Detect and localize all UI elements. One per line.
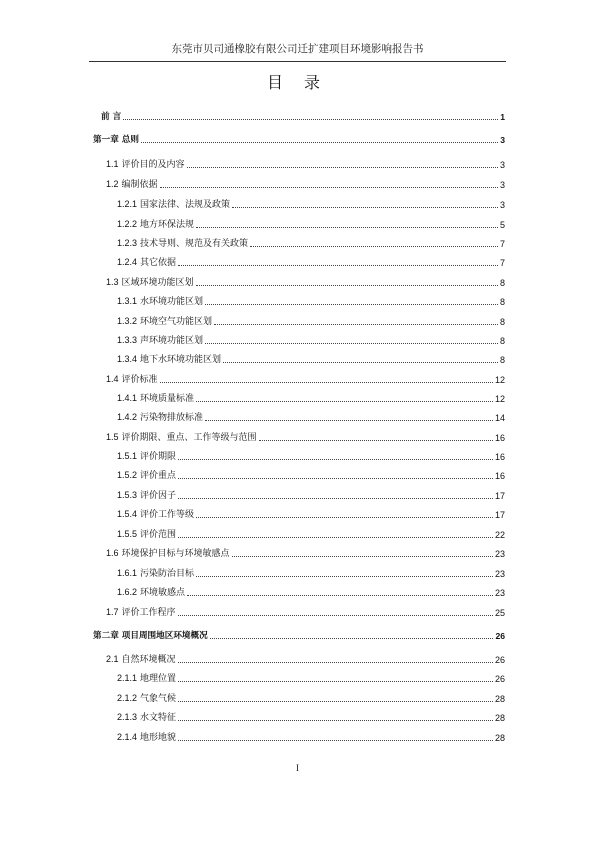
toc-entry-page: 1: [500, 112, 505, 122]
toc-dot-leader: [187, 166, 498, 168]
toc-entry-number: 1.5.4: [117, 509, 138, 519]
toc-entry-number: 1.7: [106, 607, 119, 617]
toc-entry-label: [117, 392, 194, 405]
toc-entry-number: 1.6.1: [117, 568, 138, 578]
toc-entry-title: 国家法律、法规及政策: [140, 200, 231, 210]
toc-entry-page: 25: [494, 608, 505, 618]
toc-entry-page: 12: [494, 375, 505, 385]
toc-dot-leader: [205, 303, 498, 305]
toc-entry[interactable]: [106, 430, 505, 444]
toc-dot-leader: [160, 381, 493, 383]
toc-dot-leader: [178, 497, 493, 499]
toc-entry-page: 3: [499, 180, 505, 190]
toc-entry[interactable]: [117, 710, 505, 724]
toc-entry[interactable]: [117, 730, 505, 744]
toc-entry-page: 17: [494, 491, 505, 501]
toc-entry-title: 评价标准: [121, 375, 158, 385]
toc-dot-leader: [205, 419, 493, 421]
toc-entry-title: 污染防治目标: [140, 569, 195, 579]
toc-entry-label: [117, 489, 176, 502]
toc-entry-label: [117, 450, 176, 463]
toc-entry-label: [106, 178, 158, 191]
toc-entry[interactable]: [117, 527, 505, 541]
toc-dot-leader: [196, 516, 493, 518]
toc-entry-label: [117, 353, 221, 366]
toc-entry-title: 地理位置: [140, 674, 177, 684]
toc-entry[interactable]: [117, 449, 505, 463]
toc-entry-number: 2.1.3: [117, 712, 138, 722]
page-number: I: [296, 763, 299, 773]
toc-entry-number: 1.2.3: [117, 238, 138, 248]
toc-entry-title: 地下水环境功能区划: [140, 355, 222, 365]
toc-dot-leader: [123, 118, 498, 120]
toc-entry[interactable]: [106, 372, 505, 386]
toc-entry-page: 28: [494, 733, 505, 743]
toc-entry-number: 2.1.2: [117, 693, 138, 703]
toc-entry-number: 1.1: [106, 159, 119, 169]
toc-entry-label: [117, 508, 194, 521]
toc-entry[interactable]: [117, 410, 505, 424]
toc-entry-number: 1.4.1: [117, 393, 138, 403]
toc-dot-leader: [223, 361, 498, 363]
toc-entry-number: 1.2.2: [117, 219, 138, 229]
toc-entry-title: 评价期限: [140, 452, 177, 462]
toc-entry-number: 1.2.4: [117, 257, 138, 267]
toc-entry-number: 1.5: [106, 432, 119, 442]
toc-entry-title: 环境空气功能区划: [140, 317, 213, 327]
toc-entry-page: 8: [499, 355, 505, 365]
toc-dot-leader: [178, 661, 493, 663]
toc-dot-leader: [141, 141, 498, 143]
header-rule: [89, 61, 506, 62]
toc-entry[interactable]: [117, 333, 505, 347]
toc-entry-title: 污染物排放标准: [140, 413, 204, 423]
toc-entry-page: 12: [494, 394, 505, 404]
toc-entry-title: 第一章 总则: [93, 135, 139, 145]
toc-entry-label: [117, 198, 230, 211]
toc-entry-page: 22: [494, 530, 505, 540]
toc-entry-page: 16: [494, 433, 505, 443]
toc-dot-leader: [178, 719, 493, 721]
toc-entry-number: 1.4.2: [117, 412, 138, 422]
toc-dot-leader: [178, 700, 493, 702]
toc-entry-number: 1.4: [106, 374, 119, 384]
toc-entry-title: 水文特征: [140, 713, 177, 723]
toc-entry-page: 17: [494, 510, 505, 520]
toc-entry[interactable]: [117, 352, 505, 366]
toc-dot-leader: [196, 226, 498, 228]
toc-dot-leader: [187, 594, 493, 596]
toc-entry[interactable]: [106, 652, 505, 666]
toc-entry-number: 1.5.5: [117, 529, 138, 539]
toc-entry-page: 26: [495, 631, 505, 641]
toc-entry-label: [117, 692, 176, 705]
toc-entry-label: [93, 630, 208, 642]
toc-dot-leader: [232, 206, 498, 208]
toc-entry-page: 23: [494, 549, 505, 559]
toc-entry[interactable]: [117, 566, 505, 580]
toc-entry[interactable]: [117, 255, 505, 269]
toc-entry[interactable]: [117, 488, 505, 502]
toc-entry-label: [106, 431, 257, 444]
toc-entry-label: [117, 334, 203, 347]
toc-entry-title: 评价重点: [140, 471, 177, 481]
toc-entry-label: [117, 528, 176, 541]
running-header: 东莞市贝司通橡胶有限公司迁扩建项目环境影响报告书: [171, 43, 424, 55]
toc-entry-title: 第二章 项目周围地区环境概况: [93, 631, 208, 641]
toc-entry-number: 1.3.4: [117, 354, 138, 364]
toc-entry-title: 编制依据: [121, 180, 158, 190]
toc-entry-label: [117, 672, 176, 685]
toc-dot-leader: [196, 284, 498, 286]
toc-entry[interactable]: [117, 585, 505, 599]
toc-entry-page: 8: [499, 297, 505, 307]
toc-entry-label: [106, 373, 158, 386]
toc-entry-title: 其它依据: [140, 258, 177, 268]
toc-dot-leader: [196, 575, 493, 577]
toc-entry-page: 26: [494, 674, 505, 684]
toc-entry-number: 1.5.2: [117, 470, 138, 480]
toc-entry-page: 3: [499, 160, 505, 170]
toc-entry-number: 1.5.1: [117, 451, 138, 461]
toc-entry-label: [117, 411, 203, 424]
toc-entry-label: [117, 567, 194, 580]
toc-entry-label: [117, 315, 212, 328]
toc-entry-label: [117, 218, 194, 231]
toc-entry-title: 前 言: [101, 112, 122, 122]
toc-entry-title: 环境保护目标与环境敏感点: [121, 549, 230, 559]
toc-entry-title: 技术导则、规范及有关政策: [140, 239, 249, 249]
toc-entry[interactable]: [106, 177, 505, 191]
toc-entry-title: 评价目的及内容: [121, 160, 185, 170]
toc-entry[interactable]: [106, 157, 505, 171]
toc-entry-title: 评价因子: [140, 491, 177, 501]
toc-entry-number: 1.3.1: [117, 296, 138, 306]
toc-entry-number: 1.3.2: [117, 316, 138, 326]
toc-entry[interactable]: [117, 294, 505, 308]
toc-entry-title: 声环境功能区划: [140, 336, 204, 346]
toc-entry-label: [117, 295, 203, 308]
toc-entry-page: 26: [494, 655, 505, 665]
toc-title: 目 录: [266, 73, 329, 92]
toc-entry[interactable]: [117, 507, 505, 521]
toc-entry-number: 1.2.1: [117, 199, 138, 209]
toc-entry-page: 8: [499, 317, 505, 327]
toc-dot-leader: [160, 186, 498, 188]
toc-entry-label: [106, 653, 176, 666]
toc-entry-page: 16: [494, 452, 505, 462]
toc-dot-leader: [214, 323, 498, 325]
toc-entry-number: 1.3: [106, 277, 119, 287]
toc-entry-page: 3: [499, 200, 505, 210]
toc-entry-label: [106, 158, 185, 171]
toc-entry-number: 1.6.2: [117, 587, 138, 597]
toc-entry-number: 2.1.4: [117, 732, 138, 742]
toc-dot-leader: [178, 458, 493, 460]
toc-entry-title: 评价工作等级: [140, 510, 195, 520]
toc-entry-title: 水环境功能区划: [140, 297, 204, 307]
toc-entry-page: 8: [499, 278, 505, 288]
toc-entry[interactable]: [117, 236, 505, 250]
toc-entry-label: [117, 469, 176, 482]
toc-entry-title: 评价期限、重点、工作等级与范围: [121, 433, 257, 443]
toc-dot-leader: [178, 477, 493, 479]
toc-dot-leader: [178, 536, 493, 538]
toc-dot-leader: [178, 680, 493, 682]
toc-entry-number: 1.5.3: [117, 490, 138, 500]
toc-entry-title: 环境敏感点: [140, 588, 186, 598]
toc-entry-title: 区域环境功能区划: [121, 278, 194, 288]
toc-entry-label: [106, 547, 230, 560]
toc-entry-number: 1.3.3: [117, 335, 138, 345]
toc-dot-leader: [250, 245, 498, 247]
toc-entry-page: 5: [499, 220, 505, 230]
toc-entry-label: [117, 586, 185, 599]
toc-entry-page: 8: [499, 336, 505, 346]
toc-entry[interactable]: [106, 546, 505, 560]
toc-dot-leader: [178, 264, 498, 266]
toc-entry-page: 16: [494, 471, 505, 481]
toc-entry[interactable]: [101, 109, 505, 123]
toc-entry-page: 14: [494, 413, 505, 423]
toc-entry-title: 气象气候: [140, 694, 177, 704]
toc-entry-number: 2.1.1: [117, 673, 138, 683]
toc-entry[interactable]: [106, 275, 505, 289]
toc-entry[interactable]: [117, 468, 505, 482]
toc-dot-leader: [210, 637, 494, 639]
toc-entry[interactable]: [93, 628, 505, 642]
toc-entry-title: 地形地貌: [140, 733, 177, 743]
toc-entry-number: 2.1: [106, 654, 119, 664]
toc-entry[interactable]: [117, 197, 505, 211]
toc-entry-title: 自然环境概况: [121, 655, 176, 665]
toc-entry-page: 28: [494, 694, 505, 704]
toc-dot-leader: [205, 342, 498, 344]
toc-dot-leader: [178, 739, 493, 741]
toc-entry-title: 地方环保法规: [140, 220, 195, 230]
toc-entry-page: 23: [494, 588, 505, 598]
toc-entry[interactable]: [117, 671, 505, 685]
toc-entry-title: 评价工作程序: [121, 608, 176, 618]
toc-entry-number: 1.2: [106, 179, 119, 189]
toc-entry-number: 1.6: [106, 548, 119, 558]
toc-entry-label: [93, 134, 139, 146]
toc-entry[interactable]: [117, 314, 505, 328]
toc-entry-page: 23: [494, 569, 505, 579]
toc-entry-label: [106, 606, 176, 619]
toc-dot-leader: [232, 555, 493, 557]
toc-entry-page: 7: [499, 239, 505, 249]
toc-entry[interactable]: [117, 391, 505, 405]
toc-entry[interactable]: [106, 605, 505, 619]
toc-entry-label: [117, 731, 176, 744]
toc-entry-title: 评价范围: [140, 530, 177, 540]
toc-entry-label: [117, 711, 176, 724]
toc-dot-leader: [259, 439, 493, 441]
toc-entry-label: [101, 111, 121, 123]
toc-entry[interactable]: [117, 217, 505, 231]
toc-entry[interactable]: [93, 132, 505, 146]
toc-entry-page: 28: [494, 713, 505, 723]
toc-entry-page: 7: [499, 258, 505, 268]
toc-dot-leader: [196, 400, 493, 402]
toc-entry-title: 环境质量标准: [140, 394, 195, 404]
toc-entry-label: [117, 256, 176, 269]
toc-dot-leader: [178, 614, 493, 616]
toc-entry[interactable]: [117, 691, 505, 705]
toc-entry-label: [117, 237, 248, 250]
toc-entry-page: 3: [500, 135, 505, 145]
toc-entry-label: [106, 276, 194, 289]
